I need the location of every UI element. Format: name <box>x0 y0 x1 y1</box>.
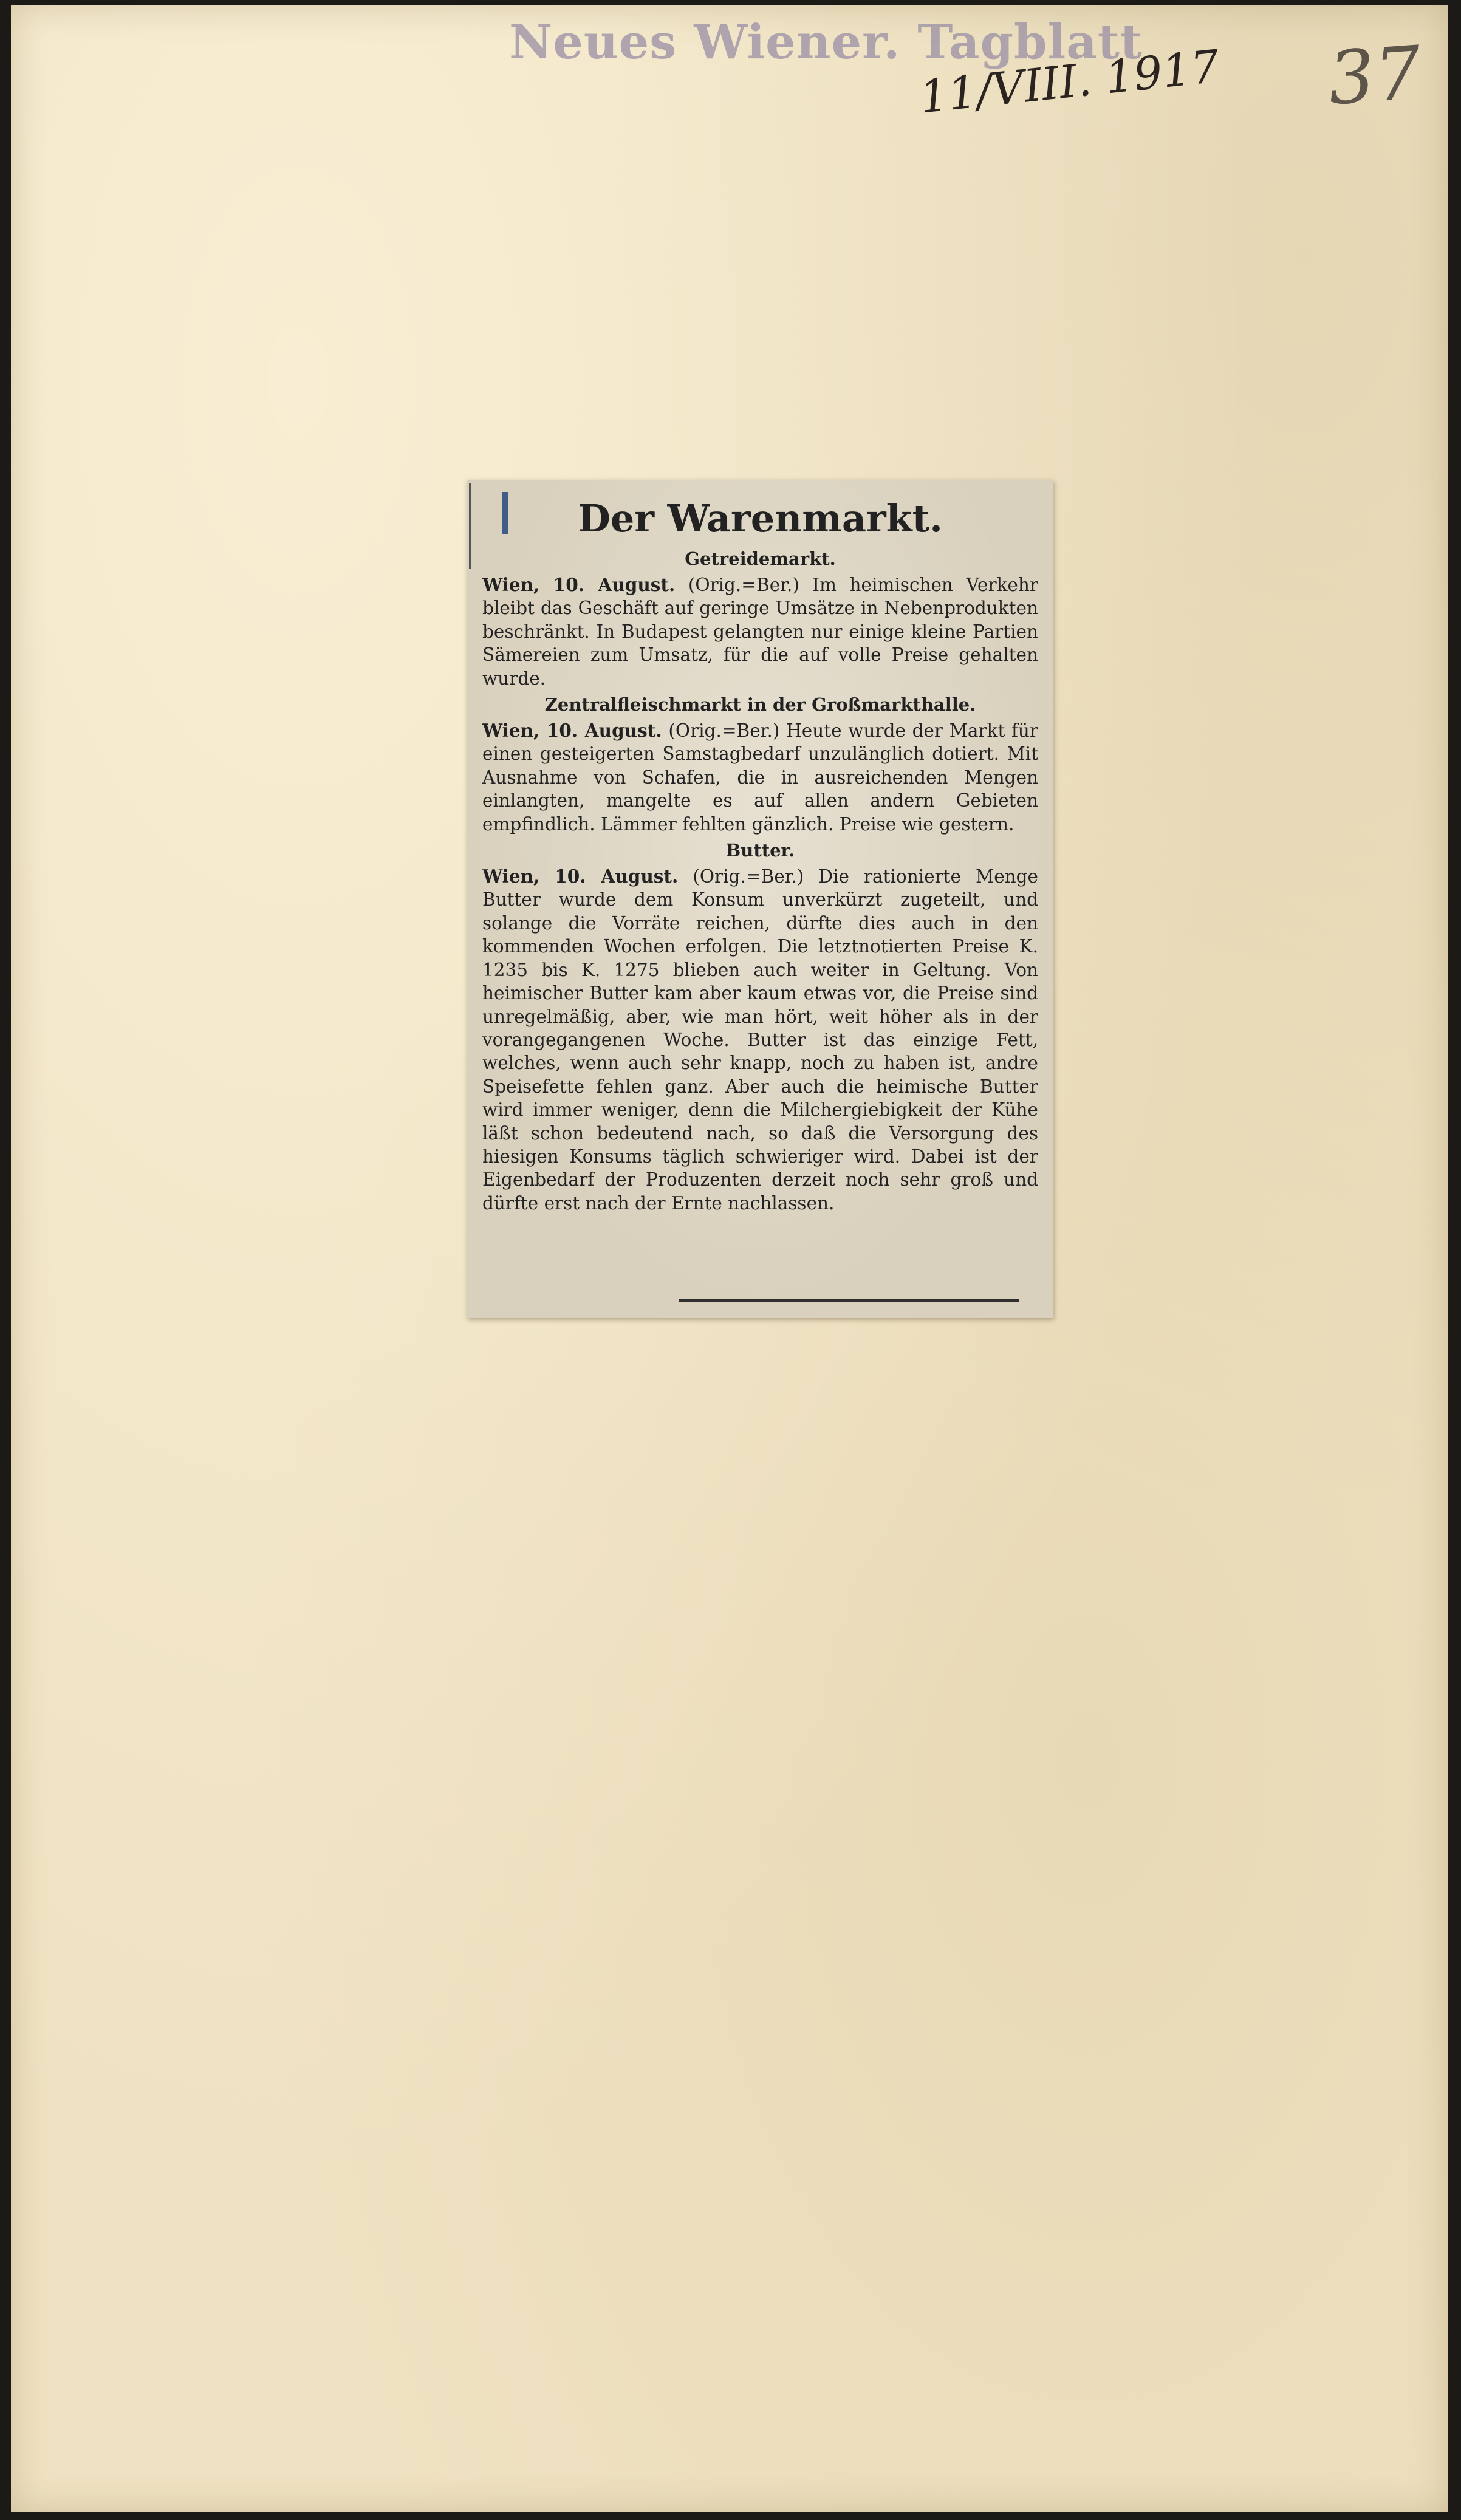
dateline: Wien, 10. August. <box>482 866 679 887</box>
article-headline: Der Warenmarkt. <box>578 496 943 541</box>
clipping-bottom-rule <box>679 1299 1019 1302</box>
page-number: 37 <box>1325 30 1425 122</box>
paragraph-text: (Orig.=Ber.) Im heimischen Verkehr bleibt das Geschäft auf geringe Umsätze in Nebenprodukten beschränkt. In Budapest gelangten nur einige kleine Partien Sämereien zum Umsatz, für die auf volle Preise gehalten wurde. <box>482 575 1038 689</box>
ink-mark <box>502 492 508 534</box>
newspaper-clipping <box>467 480 1053 1318</box>
section-paragraph-butter <box>482 865 1038 1215</box>
section-heading-zentralfleischmarkt: Zentralfleischmarkt in der Großmarkthalle. <box>544 694 976 715</box>
section-heading-getreidemarkt: Getreidemarkt. <box>685 548 836 569</box>
section-heading-butter: Butter. <box>725 840 795 861</box>
section-paragraph-zentralfleischmarkt <box>482 719 1038 836</box>
paragraph-text: (Orig.=Ber.) Heute wurde der Markt für einen gesteigerten Samstagbedarf unzulänglich dotiert. Mit Ausnahme von Schafen, die in ausreichenden Mengen einlangten, mangelte es auf allen andern Gebieten empfindlich. Lämmer fehlten gänzlich. Preise wie gestern. <box>482 720 1038 835</box>
dateline: Wien, 10. August. <box>482 574 676 595</box>
paragraph-text: (Orig.=Ber.) Die rationierte Menge Butter wurde dem Konsum unverkürzt zugeteilt, und solange die Vorräte reichen, dürfte dies auch in den kommenden Wochen erfolgen. Die letztnotierten Preise K. 1235 bis K. 1275 blieben auch weiter in Geltung. Von heimischer Butter kam aber kaum etwas vor, die Preise sind unregelmäßig, aber, wie man hört, weit höher als in der vorangegangenen Woche. Butter ist das einzige Fett, welches, wenn auch sehr knapp, noch zu haben ist, andre Speisefette fehlen ganz. Aber auch die heimische Butter wird immer weniger, denn die Milchergiebigkeit der Kühe läßt schon bedeutend nach, so daß die Versorgung des hiesigen Konsums täglich schwieriger wird. Dabei ist der Eigenbedarf der Produzenten derzeit noch sehr groß und dürfte erst nach der Ernte nachlassen. <box>482 866 1038 1214</box>
newspaper-source-stamp: Neues Wiener. Tagblatt <box>509 15 1143 70</box>
dateline: Wien, 10. August. <box>482 720 662 742</box>
handwritten-date: 11/VIII. 1917 <box>917 40 1222 124</box>
section-paragraph-getreidemarkt <box>482 573 1038 690</box>
clipping-border-line <box>469 483 471 569</box>
